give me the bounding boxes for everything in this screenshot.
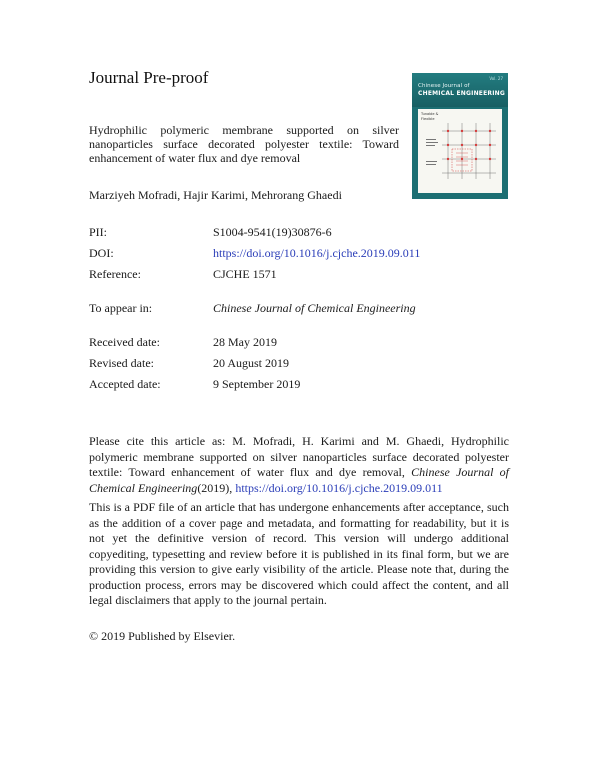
doi-link[interactable]: https://doi.org/10.1016/j.cjche.2019.09.011 (213, 246, 421, 260)
reference-value: CJCHE 1571 (213, 267, 277, 281)
authors: Marziyeh Mofradi, Hajir Karimi, Mehrorang Ghaedi (89, 188, 342, 202)
received-date-value: 28 May 2019 (213, 335, 277, 349)
article-title: Hydrophilic polymeric membrane supported on silver nanoparticles surface decorated polyester textile: Toward enhancement of water flux and dye removal (89, 123, 399, 165)
cover-panel-label: Tunable & Flexible (421, 112, 439, 121)
reference-label: Reference: (89, 267, 141, 281)
doi-label: DOI: (89, 246, 114, 260)
cover-volume: Vol. 27 (489, 76, 503, 81)
disclaimer-paragraph: This is a PDF file of an article that has undergone enhancements after acceptance, such as the addition of a cover page and metadata, and formatting for readability, but it is not yet the definitive version of record. This version will undergo additional copyediting, typesetting and review before it is published in its final form, but we are providing this version to give early visibility of the article. Please note that, during the production process, errors may be discovered which could affect the content, and all legal disclaimers that apply to the journal pertain. (89, 500, 509, 607)
page-heading: Journal Pre-proof (89, 68, 209, 87)
appear-in-label: To appear in: (89, 301, 153, 315)
citation-journal: Chinese Journal of Chemical Engineering (89, 465, 510, 495)
cover-title-line1: Chinese Journal of (418, 83, 470, 89)
cover-art-panel (418, 109, 502, 193)
cover-art-graphic (418, 109, 502, 193)
citation-prefix: Please cite this article as: M. Mofradi, H. Karimi and M. Ghaedi, Hydrophilic polymeric membrane supported on silver nanoparticles surface decorated polyester textile: Toward enhancement of water flux and dye removal, (89, 434, 509, 479)
cover-title-line2: CHEMICAL ENGINEERING (418, 90, 505, 97)
accepted-date-label: Accepted date: (89, 377, 161, 391)
citation-doi-link[interactable]: https://doi.org/10.1016/j.cjche.2019.09.011 (235, 480, 443, 495)
revised-date-label: Revised date: (89, 356, 154, 370)
citation-paragraph (89, 434, 509, 496)
revised-date-value: 20 August 2019 (213, 356, 290, 370)
citation-year: (2019), (197, 480, 233, 495)
accepted-date-value: 9 September 2019 (213, 377, 301, 391)
copyright-notice: © 2019 Published by Elsevier. (89, 629, 236, 643)
appear-in-value: Chinese Journal of Chemical Engineering (213, 301, 416, 315)
pii-value: S1004-9541(19)30876-6 (213, 225, 332, 239)
pii-label: PII: (89, 225, 107, 239)
received-date-label: Received date: (89, 335, 160, 349)
journal-cover-image (412, 73, 508, 199)
